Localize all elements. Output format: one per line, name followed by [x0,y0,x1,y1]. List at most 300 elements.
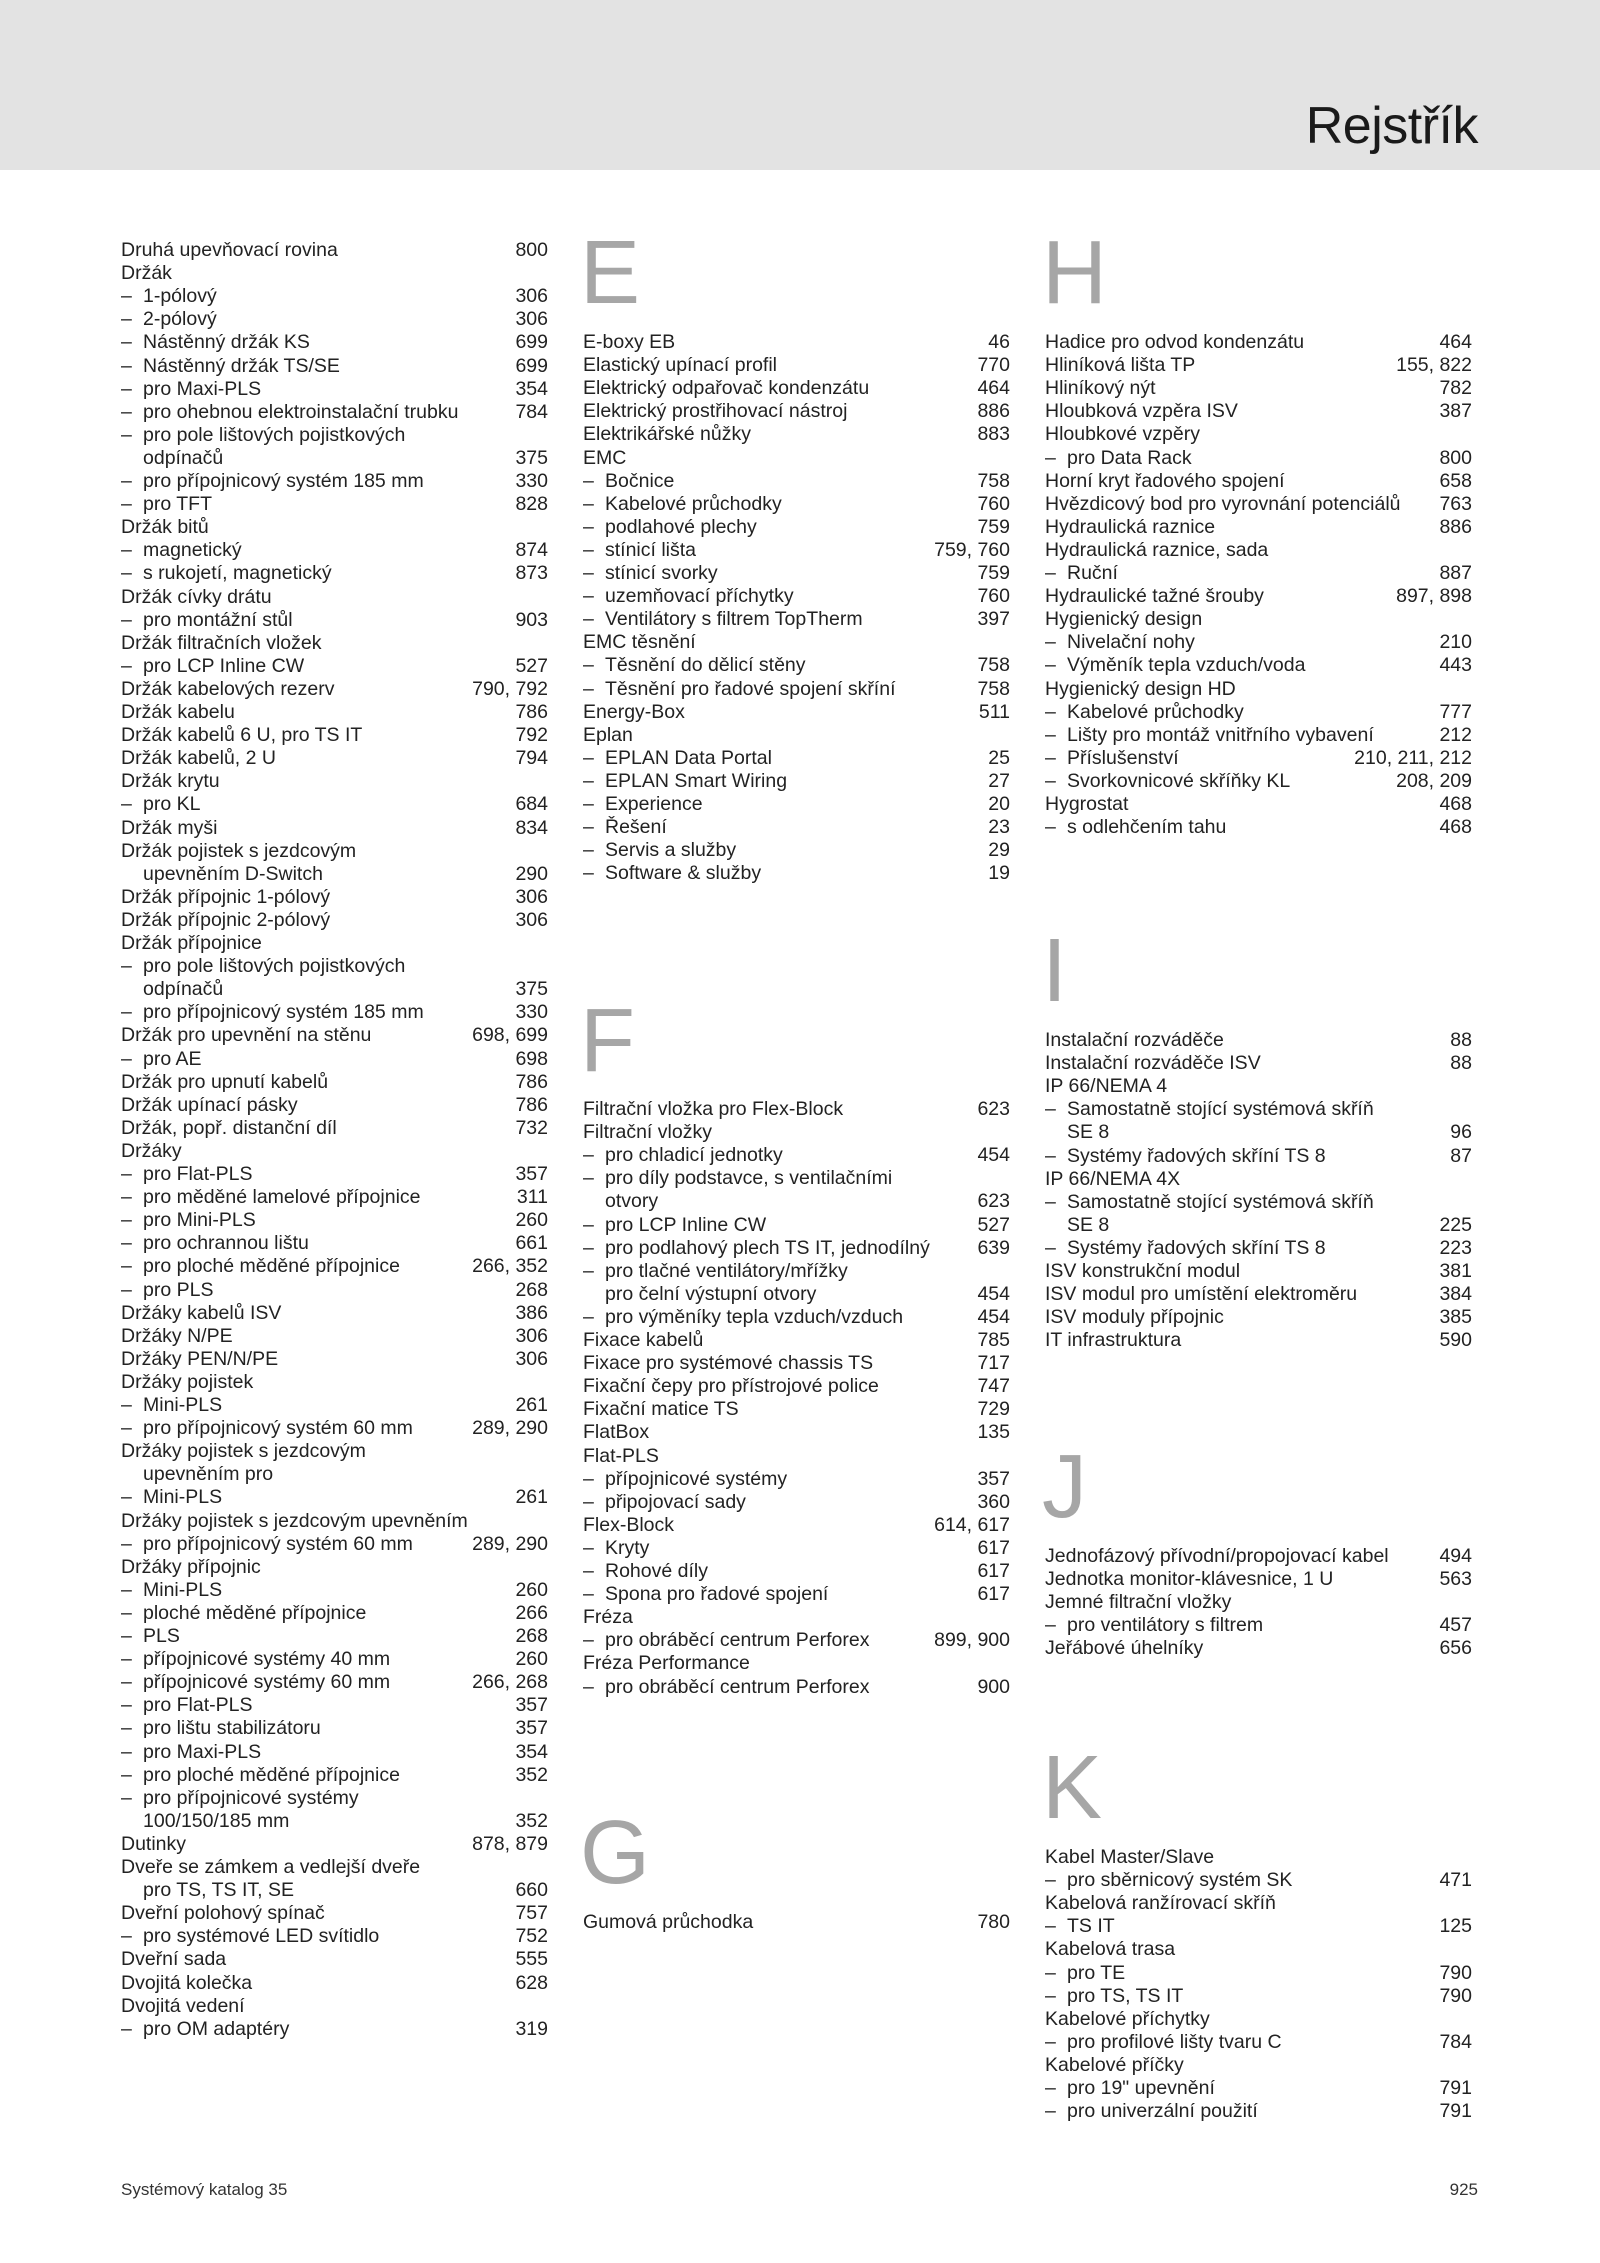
index-term: Nástěnný držák KS [143,331,310,354]
page-reference: 729 [977,1398,1010,1421]
index-subentry [1045,2100,1472,2123]
index-term: PLS [143,1625,180,1647]
page-reference: 46 [988,331,1010,353]
index-entry-continuation [583,1190,1010,1213]
page-reference: 381 [1439,1260,1472,1282]
index-entry [1045,1329,1472,1352]
index-entry [1045,470,1472,493]
index-entry [121,1371,548,1394]
index-term: Řešení [605,816,667,839]
index-entry [583,447,1010,470]
index-term: Gumová průchodka [583,1911,754,1933]
index-entry [1045,1052,1472,1075]
index-term: otvory [605,1190,659,1213]
page-reference: 527 [515,654,548,677]
index-subentry [1045,1145,1472,1168]
index-term: pro TS, TS IT, SE [143,1879,295,1902]
index-subentry [1045,1191,1472,1214]
index-term: magnetický [143,539,242,562]
index-entry [583,1514,1010,1537]
index-subentry [583,678,1010,701]
index-term: Filtrační vložky [583,1121,712,1144]
index-entry [583,1352,1010,1375]
page-reference: 306 [515,308,548,331]
index-entry-continuation [1045,1121,1472,1144]
index-term: Držák pro upevnění na stěnu [121,1024,372,1047]
page-reference: 289, 290 [472,1417,548,1440]
index-term: FlatBox [583,1421,650,1444]
index-term: Systémy řadových skříní TS 8 [1067,1144,1326,1167]
page-reference: 684 [515,793,548,816]
page-reference: 306 [515,1347,548,1370]
index-term: IP 66/NEMA 4X [1045,1167,1181,1190]
index-term: Spona pro řadové spojení [605,1583,829,1606]
index-entry [121,1856,548,1879]
page-reference: 897, 898 [1396,585,1472,608]
index-term: EMC těsnění [583,631,696,654]
index-subentry [121,1232,548,1255]
index-term: Kabelové průchodky [1067,700,1244,723]
page-reference: 791 [1439,2100,1472,2123]
index-subentry [121,2018,548,2041]
index-term: Hliníkový nýt [1045,377,1156,400]
page-reference: 88 [1450,1052,1472,1075]
page-reference: 306 [515,285,548,308]
index-subentry [121,655,548,678]
index-term: pro LCP Inline CW [605,1213,767,1236]
index-term: pro LCP Inline CW [143,654,305,677]
page-reference: 883 [977,423,1010,446]
page-reference: 900 [977,1675,1010,1698]
index-entry [583,1375,1010,1398]
page-reference: 786 [515,701,548,723]
index-term: stínicí svorky [605,562,718,584]
index-term: pro podlahový plech TS IT, jednodílný [605,1236,930,1259]
page-reference: 260 [515,1578,548,1601]
index-entry [121,770,548,793]
index-subentry [121,1764,548,1787]
index-term: Držák cívky drátu [121,585,272,608]
index-term: pro ochrannou lištu [143,1232,309,1255]
index-term: pro montážní stůl [143,608,293,631]
index-term: odpínačů [143,978,224,1001]
page-reference: 790 [1439,1984,1472,2007]
index-term: Elektrický prostřihovací nástroj [583,400,848,423]
index-subentry [583,747,1010,770]
index-entry [121,817,548,840]
index-subentry [583,608,1010,631]
index-term: Svorkovnicové skříňky KL [1067,769,1291,792]
index-entry [121,632,548,655]
page-reference: 732 [515,1116,548,1139]
index-entry [1045,1545,1472,1568]
index-subentry [583,1468,1010,1491]
index-term: pro Maxi-PLS [143,377,262,400]
index-term: Rohové díly [605,1560,708,1582]
index-term: pro Mini-PLS [143,1209,256,1232]
index-term: pro systémové LED svítidlo [143,1925,380,1948]
index-term: Software & služby [605,862,762,885]
index-entry [583,1652,1010,1675]
index-term: Samostatně stojící systémová skříň [1067,1098,1374,1121]
page-reference: 786 [515,1070,548,1093]
index-entry [583,1398,1010,1421]
index-entry [1045,1283,1472,1306]
section-letter-i: I [1042,921,1068,1021]
index-term: Hloubková vzpěra ISV [1045,400,1238,423]
index-entry [1045,539,1472,562]
index-term: pro obráběcí centrum Perforex [605,1675,870,1698]
index-subentry [1045,724,1472,747]
index-subentry [583,654,1010,677]
index-term: pro přípojnicové systémy [143,1786,359,1809]
index-term: pro přípojnicový systém 185 mm [143,1001,424,1024]
index-entry [1045,585,1472,608]
page-reference: 873 [515,562,548,585]
index-entry [583,1098,1010,1121]
index-term: Nivelační nohy [1067,631,1195,654]
index-term: IT infrastruktura [1045,1329,1182,1352]
section-letter-g: G [580,1803,651,1903]
index-entry [1045,354,1472,377]
index-entry [121,1510,548,1533]
index-term: 2-pólový [143,308,217,331]
page-reference: 784 [515,400,548,423]
index-subentry [1045,654,1472,677]
index-term: Druhá upevňovací rovina [121,239,338,261]
index-subentry [583,493,1010,516]
index-entry [121,932,548,955]
index-subentry [121,1717,548,1740]
page-reference: 260 [515,1648,548,1671]
index-term: pro TFT [143,493,212,516]
page-reference: 330 [515,1001,548,1024]
index-term: 100/150/185 mm [143,1809,290,1832]
page-reference: 23 [988,816,1010,839]
index-term: Mini-PLS [143,1486,223,1509]
page-reference: 590 [1439,1329,1472,1352]
index-term: pro chladicí jednotky [605,1144,783,1167]
index-term: Držák kabelových rezerv [121,677,335,700]
index-term: Jemné filtrační vložky [1045,1591,1232,1614]
index-term: pro OM adaptéry [143,2017,290,2040]
section-letter-k: K [1042,1738,1103,1838]
index-term: pro přípojnicový systém 60 mm [143,1417,413,1440]
page-reference: 354 [515,1740,548,1763]
index-term: pro AE [143,1047,202,1070]
index-term: Hadice pro odvod kondenzátu [1045,331,1305,353]
index-term: pro Flat-PLS [143,1163,253,1185]
index-term: Instalační rozváděče [1045,1029,1224,1051]
index-term: Příslušenství [1067,746,1179,769]
page-reference: 223 [1439,1236,1472,1259]
index-term: E-boxy EB [583,331,676,353]
index-subentry [583,839,1010,862]
index-entry [121,1325,548,1348]
index-entry [1045,1568,1472,1591]
page-reference: 260 [515,1209,548,1232]
index-subentry [121,1694,548,1717]
page-reference: 208, 209 [1396,769,1472,792]
index-term: Držáky pojistek s jezdcovým upevněním [121,1509,468,1532]
section-letter-h: H [1042,223,1107,323]
index-subentry [121,1533,548,1556]
page-reference: 747 [977,1375,1010,1398]
index-subentry [121,378,548,401]
index-term: pro ploché měděné přípojnice [143,1255,400,1278]
index-term: TS IT [1067,1915,1115,1938]
index-term: Elektrický odpařovač kondenzátu [583,377,870,400]
index-term: Výměník tepla vzduch/voda [1067,654,1306,677]
page-reference: 623 [977,1190,1010,1213]
page-reference: 357 [977,1467,1010,1490]
index-subentry [583,539,1010,562]
index-term: Držák přípojnice [121,932,262,954]
index-term: přípojnicové systémy [605,1467,788,1490]
index-entry [583,354,1010,377]
page-reference: 759 [977,562,1010,584]
index-entry-continuation [583,1283,1010,1306]
index-term: Elastický upínací profil [583,354,778,377]
index-subentry [1045,1915,1472,1938]
page-reference: 210, 211, 212 [1354,746,1472,769]
index-term: Těsnění do dělicí stěny [605,654,806,677]
index-subentry [583,793,1010,816]
page-reference: 886 [977,400,1010,423]
index-term: Mini-PLS [143,1394,223,1416]
index-subentry [121,1417,548,1440]
index-term: Držák, popř. distanční díl [121,1116,337,1139]
index-term: Hydraulické tažné šrouby [1045,585,1264,608]
page-reference: 784 [1439,2030,1472,2053]
index-entry [121,1995,548,2018]
index-entry [583,724,1010,747]
index-term: pro Flat-PLS [143,1694,253,1717]
page-reference: 511 [978,700,1010,723]
page-reference: 88 [1450,1029,1472,1051]
section-letter-e: E [580,223,641,323]
index-term: Fixace kabelů [583,1329,704,1351]
page-reference: 752 [515,1925,548,1948]
page-reference: 471 [1439,1869,1472,1892]
index-term: pro lištu stabilizátoru [143,1717,321,1740]
page-reference: 266, 352 [472,1255,548,1278]
page-reference: 617 [977,1560,1010,1582]
index-entry [583,631,1010,654]
index-subentry [1045,816,1472,839]
page-reference: 29 [988,839,1010,862]
index-term: pro KL [143,793,201,816]
page-reference: 457 [1439,1614,1472,1637]
page-reference: 782 [1439,377,1472,400]
page-reference: 834 [515,816,548,839]
page-reference: 468 [1439,816,1472,839]
index-entry [1045,608,1472,631]
index-term: EMC [583,446,627,469]
index-entry [1045,423,1472,446]
index-term: Fixační čepy pro přístrojové police [583,1375,879,1398]
index-entry [121,747,548,770]
index-entry-continuation [121,978,548,1001]
index-term: Dvojitá vedení [121,1994,245,2017]
index-term: upevněním D-Switch [143,862,323,885]
index-term: pro ploché měděné přípojnice [143,1763,400,1786]
page-reference: 698 [515,1047,548,1070]
index-subentry [121,1209,548,1232]
index-term: s rukojetí, magnetický [143,562,332,585]
page-reference: 770 [977,354,1010,377]
index-entry [121,1440,548,1463]
index-term: pro ohebnou elektroinstalační trubku [143,400,459,423]
page-reference: 464 [1439,331,1472,353]
index-entry [1045,1591,1472,1614]
index-subentry [121,1602,548,1625]
index-entry [121,1948,548,1971]
index-subentry [121,1625,548,1648]
page-reference: 699 [515,354,548,377]
page-reference: 614, 617 [934,1513,1010,1536]
page-reference: 261 [515,1486,548,1509]
index-subentry [121,308,548,331]
index-subentry [121,539,548,562]
page-reference: 617 [977,1583,1010,1606]
index-term: Fréza Performance [583,1652,750,1675]
footer-page-number: 925 [1449,2180,1478,2199]
page-reference: 494 [1439,1545,1472,1567]
index-term: pro TE [1067,1961,1126,1984]
index-subentry [1045,1098,1472,1121]
index-subentry [1045,2031,1472,2054]
index-entry [121,909,548,932]
index-term: pro 19" upevnění [1067,2077,1215,2099]
index-term: ISV moduly přípojnic [1045,1306,1224,1329]
page-reference: 268 [515,1278,548,1301]
page-reference: 758 [977,654,1010,677]
index-subentry [1045,447,1472,470]
index-entry [121,1302,548,1325]
index-term: Servis a služby [605,839,737,862]
index-subentry [121,1741,548,1764]
index-term: přípojnicové systémy 60 mm [143,1671,391,1694]
index-term: Hygienický design [1045,608,1203,631]
page-reference: 155, 822 [1396,354,1472,377]
page-reference: 266, 268 [472,1671,548,1694]
index-entry [1045,1029,1472,1052]
index-term: Dutinky [121,1832,187,1855]
page-reference: 125 [1439,1915,1472,1938]
page-reference: 617 [977,1536,1010,1559]
index-entry-continuation [1045,1214,1472,1237]
page-reference: 760 [977,585,1010,608]
index-subentry [1045,562,1472,585]
index-term: Kryty [605,1536,650,1559]
index-term: EPLAN Smart Wiring [605,769,788,792]
index-term: s odlehčením tahu [1067,816,1227,839]
index-subentry [121,609,548,632]
index-entry [583,701,1010,724]
index-entry [121,678,548,701]
index-entry-continuation [121,863,548,886]
index-subentry [583,1237,1010,1260]
index-subentry [583,1537,1010,1560]
index-term: Těsnění pro řadové spojení skříní [605,677,896,700]
index-entry [121,239,548,262]
index-term: Instalační rozváděče ISV [1045,1052,1261,1075]
index-entry [121,516,548,539]
page-reference: 777 [1439,700,1472,723]
page-reference: 454 [977,1144,1010,1167]
page-reference: 306 [515,1324,548,1347]
index-subentry [121,1787,548,1810]
page-reference: 375 [515,978,548,1001]
index-term: pro sběrnicový systém SK [1067,1869,1293,1892]
index-term: Jednotka monitor-klávesnice, 1 U [1045,1568,1334,1591]
page-reference: 555 [515,1948,548,1971]
page-reference: 387 [1439,400,1472,423]
index-entry [583,1606,1010,1629]
index-term: ISV konstrukční modul [1045,1260,1241,1282]
page-reference: 19 [988,862,1010,885]
page-reference: 384 [1439,1283,1472,1306]
index-subentry [583,562,1010,585]
page-reference: 874 [515,539,548,562]
page-reference: 87 [1450,1144,1472,1167]
index-entry-continuation [121,1463,548,1486]
page-reference: 261 [515,1394,548,1416]
index-term: pro Data Rack [1067,446,1192,469]
index-entry [121,262,548,285]
page-reference: 790, 792 [472,677,548,700]
index-term: Držák přípojnic 2-pólový [121,908,331,931]
index-subentry [121,285,548,308]
index-entry [121,1094,548,1117]
page-reference: 760 [977,492,1010,515]
index-subentry [1045,1237,1472,1260]
page-reference: 887 [1439,562,1472,584]
index-entry [1045,1846,1472,1869]
index-subentry [121,562,548,585]
index-term: pro přípojnicový systém 185 mm [143,470,424,492]
index-entry [583,1421,1010,1444]
index-term: odpínačů [143,446,224,469]
index-subentry [583,862,1010,885]
index-entry-continuation [121,1810,548,1833]
page-reference: 357 [515,1717,548,1740]
index-term: pro TS, TS IT [1067,1984,1184,2007]
page-reference: 763 [1439,492,1472,515]
index-term: Horní kryt řadového spojení [1045,469,1285,492]
index-term: Bočnice [605,469,675,492]
index-term: přípojnicové systémy 40 mm [143,1648,391,1671]
index-entry [1045,1306,1472,1329]
index-entry [1045,1260,1472,1283]
page-reference: 468 [1439,793,1472,815]
index-term: Dveřní sada [121,1948,227,1971]
index-term: Držák filtračních vložek [121,631,322,654]
index-term: SE 8 [1067,1213,1110,1236]
index-term: pro profilové lišty tvaru C [1067,2030,1282,2053]
page-reference: 661 [515,1232,548,1255]
index-term: pro čelní výstupní otvory [605,1282,817,1305]
index-entry [583,1329,1010,1352]
page-reference: 352 [515,1809,548,1832]
index-entry-continuation [121,1879,548,1902]
index-term: Kabelová trasa [1045,1938,1176,1961]
page-reference: 306 [515,885,548,908]
index-subentry [583,1214,1010,1237]
index-entry [121,1902,548,1925]
index-term: pro ventilátory s filtrem [1067,1614,1264,1637]
